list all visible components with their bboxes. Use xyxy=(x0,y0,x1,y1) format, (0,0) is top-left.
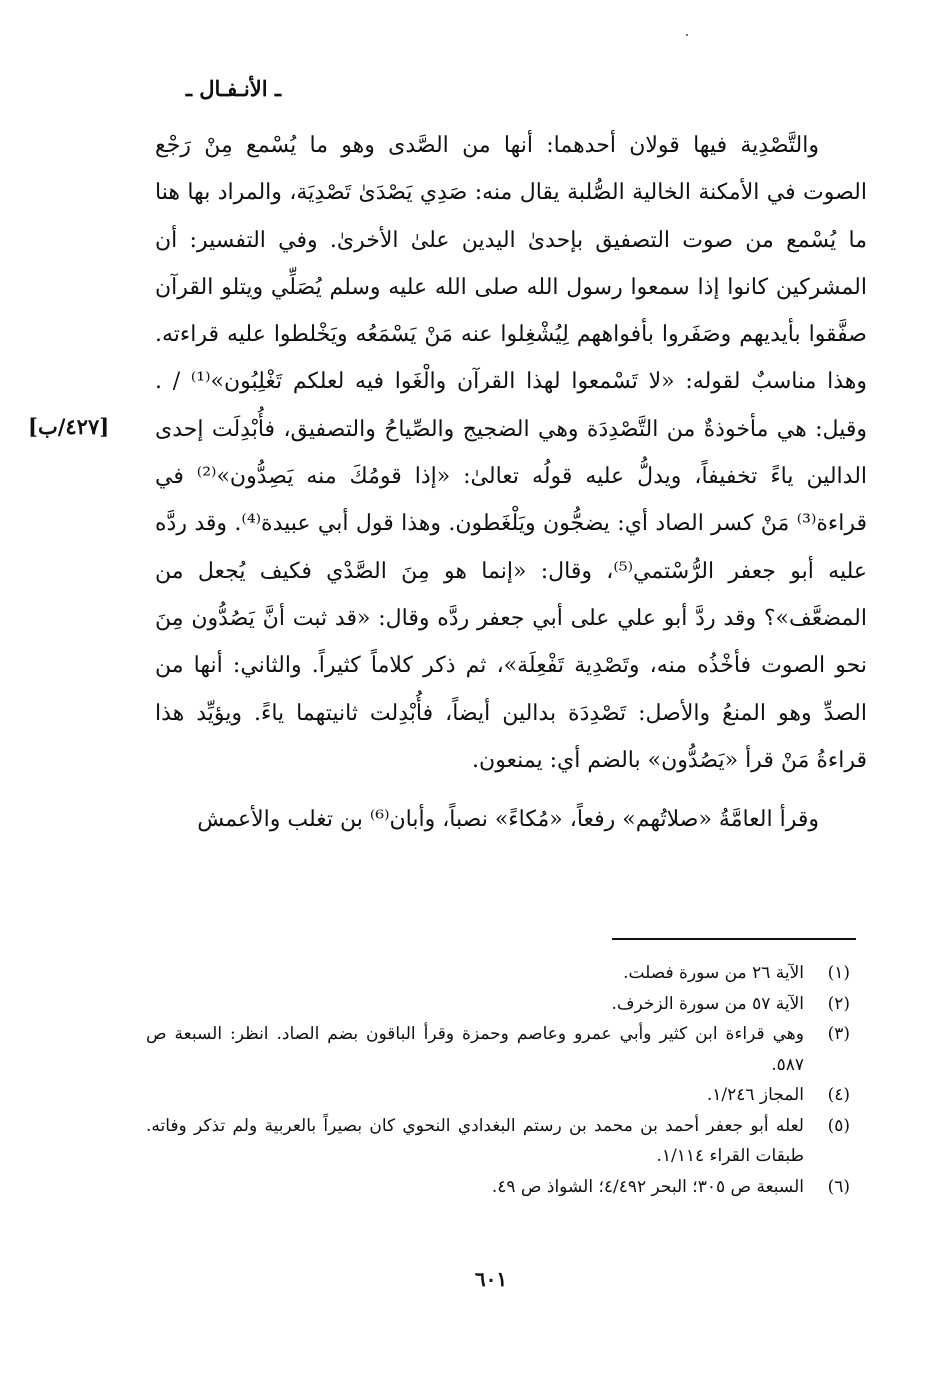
main-text xyxy=(155,122,867,843)
footnote-separator xyxy=(612,938,856,940)
paragraph-2: وقرأ العامَّةُ «صلاتُهم» رفعاً، «مُكاءً» نصباً، وأبان⁽⁶⁾ بن تغلب والأعمش xyxy=(197,807,819,833)
manuscript-folio-reference: [٤٢٧/ب] xyxy=(28,414,110,439)
footnote-number: (٢) xyxy=(827,993,850,1014)
page-number: ٦٠١ xyxy=(474,1267,508,1291)
footnote-3 xyxy=(146,1019,850,1080)
footnote-number: (١) xyxy=(827,963,850,983)
footnote-4 xyxy=(146,1080,850,1111)
footnote-text: وهي قراءة ابن كثير وأبي عمرو وعاصم وحمزة وقرأ الباقون بضم الصاد. انظر: السبعة ص ٥٨٧. xyxy=(146,1024,804,1075)
footnote-text: المجاز ١/٢٤٦. xyxy=(706,1085,804,1105)
footnote-1 xyxy=(146,958,850,989)
footnote-text: الآية ٥٧ من سورة الزخرف. xyxy=(611,993,804,1014)
footnote-number: (٣) xyxy=(827,1024,850,1044)
footnote-text: لعله أبو جعفر أحمد بن محمد بن رستم البغدادي النحوي كان بصيراً بالعربية ولم تذكر وفاته. طبقات القراء ١/١١٤. xyxy=(146,1115,804,1166)
footnote-number: (٦) xyxy=(827,1176,850,1197)
scan-speck xyxy=(686,34,688,36)
footnote-5 xyxy=(146,1111,850,1172)
footnote-number: (٤) xyxy=(827,1085,850,1105)
footnote-2 xyxy=(146,989,850,1020)
paragraph-1: والتَّصْدِية فيها قولان أحدهما: أنها من الصَّدى وهو ما يُسْمع مِنْ رَجْع الصوت في الأمكنة الخالية الصُّلبة يقال منه: صَدِي يَصْدَىٰ تَصْدِيَة، والمراد بها هنا ما يُسْمع من صوت التصفيق بإحدىٰ اليدين علىٰ الأخرىٰ. وفي التفسير: أن المشركين كانوا إذا سمعوا رسول الله صلى الله عليه وسلم يُصَلِّي ويتلو القرآن صفَّقوا بأيديهم وصَفَروا بأفواههم لِيُشْغِلوا عنه مَنْ يَسْمَعُه ويَخْلطوا عليه قراءته. وهذا مناسبٌ لقوله: «لا تَسْمعوا لهذا القرآن والْغَوا فيه لعلكم تَغْلِبُون»⁽¹⁾ / . وقيل: هي مأخوذةٌ من التَّصْدِدَة وهي الضجيج والصِّياحُ والتصفيق، فأُبْدِلَت إحدى الدالين ياءً تخفيفاً، ويدلُّ عليه قولُه تعالىٰ: «إذا قومُكَ منه يَصِدُّون»⁽²⁾ في قراءة⁽³⁾ مَنْ كسر الصاد أي: يضجُّون ويَلْغَطون. وهذا قول أبي عبيدة⁽⁴⁾. وقد ردَّه عليه أبو جعفر الرُّسْتمي⁽⁵⁾، وقال: «إنما هو مِنَ الصَّدْي فكيف يُجعل من المضعَّف»؟ وقد ردَّ أبو علي على أبي جعفر ردَّه وقال: «قد ثبت أنَّ يَصُدُّون مِنَ نحو الصوت فأخْذُه منه، وتَصْدِية تَفْعِلَة»، ثم ذكر كلاماً كثيراً. والثاني: أنها من الصدِّ وهو المنعُ والأصل: تَصْدِدَة بدالين أيضاً، فأُبْدِلت ثانيتهما ياءً. ويؤيِّد هذا قراءةُ مَنْ قرأ «يَصُدُّون» بالضم أي: يمنعون. xyxy=(155,133,868,773)
running-header: ـ الأنـفـال ـ xyxy=(185,76,281,101)
footnote-number: (٥) xyxy=(827,1115,850,1136)
footnote-text: السبعة ص ٣٠٥؛ البحر ٤/٤٩٢؛ الشواذ ص ٤٩. xyxy=(491,1176,804,1197)
footnote-6 xyxy=(146,1172,850,1203)
footnotes xyxy=(146,958,850,1202)
footnote-text: الآية ٢٦ من سورة فصلت. xyxy=(623,963,804,983)
